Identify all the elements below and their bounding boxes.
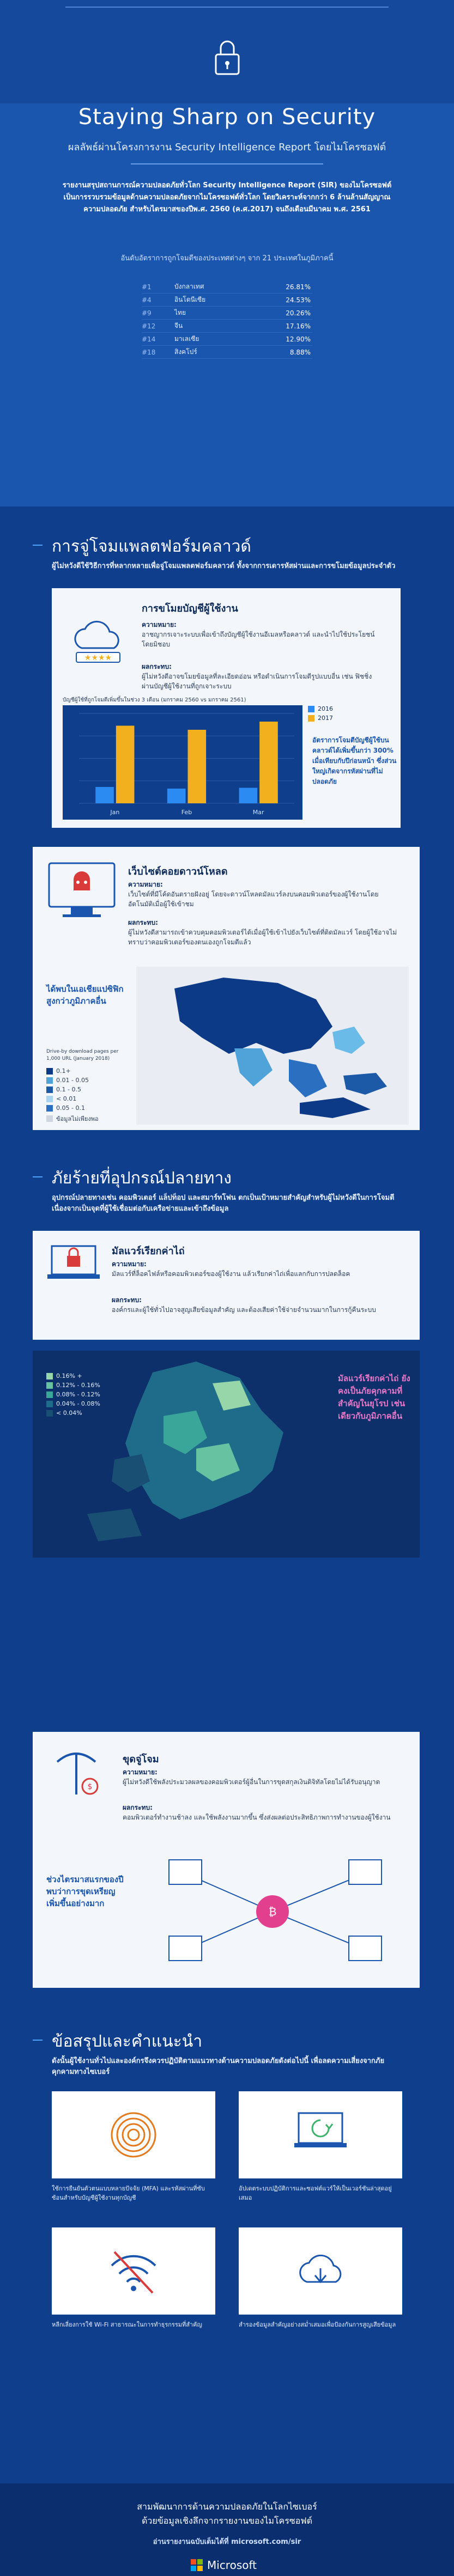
intro-text: รายงานสรุปสถานการณ์ความปลอดภัยทั่วโลก Security Intelligence Report (SIR) ของไมโครซอฟต์ เป็นการรวบรวมข้อมูลด้านความปลอดภัยจากไมโครซอฟต์ทั่วโลก โดยวิเคราะห์จากกว่า 6 ล้านล้านสัญญาณความปลอดภัย สำหรับไตรมาสของปีพ.ศ. 2560 (ค.ศ.2017) จนถึงเดือนมีนาคม พ.ศ. 2561 <box>62 181 392 213</box>
driveby-meaning-text: เว็บไซต์ที่มีโค้ดอันตรายฝังอยู่ โดยจะดาวน์โหลดมัลแวร์ลงบนคอมพิวเตอร์ของผู้ใช้งานโดยอัตโนมัติเมื่อผู้ใช้เข้าชม <box>128 890 379 908</box>
ransomware-laptop-icon <box>46 1242 101 1288</box>
legend-swatch <box>46 1077 53 1084</box>
footer-cta <box>0 2537 454 2548</box>
footer-heading <box>0 2500 454 2528</box>
svg-text:★★★★: ★★★★ <box>84 654 112 662</box>
top-divider <box>65 7 389 8</box>
cloud-meaning-text: อาชญากรเจาะระบบเพื่อเข้าถึงบัญชีผู้ใช้งานอีเมลหรือคลาวด์ และนำไปใช้ประโยชน์โดยมิชอบ <box>142 631 375 648</box>
rank-rank: #1 <box>142 283 152 291</box>
rank-row <box>142 320 312 333</box>
rank-pct: 17.16% <box>286 322 311 330</box>
rec-text-backup: สำรองข้อมูลสำคัญอย่างสม่ำเสมอเพื่อป้องกันการสูญเสียข้อมูล <box>239 2321 396 2328</box>
ransomware-impact-label: ผลกระทบ: <box>112 1296 142 1304</box>
driveby-impact-label: ผลกระทบ: <box>128 919 158 926</box>
rec-text-update: อัปเดตระบบปฏิบัติการและซอฟต์แวร์ให้เป็นเวอร์ชันล่าสุดอยู่เสมอ <box>239 2185 392 2201</box>
legend-swatch <box>308 715 314 722</box>
footer-url-link[interactable]: microsoft.com/sir <box>231 2538 301 2546</box>
coinmining-impact <box>123 1803 401 1822</box>
chart-caption: บัญชีผู้ใช้ที่ถูกโจมตีเพิ่มขึ้นในช่วง 3 เดือน (มกราคม 2560 vs มกราคม 2561) <box>63 697 246 703</box>
rank-rank: #14 <box>142 335 156 343</box>
rank-row <box>142 307 312 320</box>
legend-item <box>308 715 395 722</box>
map-legend-item <box>46 1372 123 1379</box>
malware-monitor-icon <box>46 860 117 920</box>
section-accent <box>33 545 43 546</box>
rank-row <box>142 294 312 307</box>
ransomware-meaning <box>112 1259 401 1279</box>
ransomware-callout: มัลแวร์เรียกค่าไถ่ ยังคงเป็นภัยคุกคามที่สำคัญในยุโรป เช่นเดียวกับภูมิภาคอื่น <box>338 1374 410 1421</box>
coinmining-meaning <box>123 1767 401 1787</box>
backup-cloud-icon <box>293 2244 348 2298</box>
x-tick-label: Feb <box>181 809 192 816</box>
footer-line-1: สามพัฒนาการด้านความปลอดภัยในโลกไซเบอร์ <box>137 2501 317 2512</box>
ransomware-title: มัลแวร์เรียกค่าไถ่ <box>112 1246 185 1257</box>
section-accent <box>33 2040 43 2041</box>
legend-label: 2016 <box>318 705 333 712</box>
recommendations-section <box>0 1999 454 2483</box>
ransomware-meaning-text: มัลแวร์ที่ล็อคไฟล์หรือคอมพิวเตอร์ของผู้ใช้งาน แล้วเรียกค่าไถ่เพื่อแลกกับการปลดล็อค <box>112 1270 350 1278</box>
map-legend-item <box>46 1391 123 1398</box>
driveby-section <box>0 833 454 1138</box>
driveby-panel <box>33 847 420 1130</box>
rank-country: บังกลาเทศ <box>174 283 204 290</box>
cloud-impact-text: ผู้ไม่หวังดีอาจขโมยข้อมูลที่ละเอียดอ่อน หรือดำเนินการโจมตีรูปแบบอื่น เช่น ฟิชชิ่ง ผ่านบัญชีผู้ใช้งานที่ถูกเจาะระบบ <box>142 673 372 690</box>
rank-title: อันดับอัตราการถูกโจมตีของประเทศต่างๆ จาก 21 ประเทศในภูมิภาคนี้ <box>120 254 334 263</box>
ransomware-impact-text: องค์กรและผู้ใช้ทั่วไปอาจสูญเสียข้อมูลสำคัญ และต้องเสียค่าใช้จ่ายจำนวนมากในการกู้คืนระบบ <box>112 1306 376 1314</box>
mining-pickaxe-icon <box>46 1745 106 1800</box>
map-legend-item <box>46 1400 123 1407</box>
legend-swatch <box>46 1105 53 1112</box>
legend-label: 0.05 - 0.1 <box>56 1104 85 1112</box>
map-legend-item <box>46 1067 134 1075</box>
legend-label: 0.1+ <box>56 1067 71 1075</box>
endpoint-heading: ภัยร้ายที่อุปกรณ์ปลายทาง <box>52 1169 232 1188</box>
legend-swatch <box>46 1096 53 1102</box>
coinmining-title: ขุดจู่โจม <box>123 1754 159 1765</box>
rank-pct: 26.81% <box>286 283 311 291</box>
coinmining-impact-text: คอมพิวเตอร์ทำงานช้าลง และใช้พลังงานมากขึ้น ซึ่งส่งผลต่อประสิทธิภาพการทำงานของผู้ใช้งาน <box>123 1814 391 1821</box>
mining-network-diagram <box>147 1846 403 1977</box>
chart-legend <box>308 705 395 724</box>
map-legend-item <box>46 1086 134 1093</box>
section-accent <box>33 1176 43 1177</box>
asia-map-shape <box>136 967 409 1125</box>
legend-item <box>308 705 395 712</box>
rank-country: จีน <box>174 322 183 329</box>
legend-swatch <box>46 1115 53 1122</box>
legend-label: 0.01 - 0.05 <box>56 1077 89 1084</box>
legend-swatch <box>46 1410 53 1417</box>
recs-subtext: ดังนั้นผู้ใช้งานทั่วไปและองค์กรจึงควรปฏิบัติตามแนวทางด้านความปลอดภัยดังต่อไปนี้ เพื่อลดความเสี่ยงจากภัยคุกคามทางไซเบอร์ <box>52 2057 385 2076</box>
rec-text-mfa: ใช้การยืนยันตัวตนแบบหลายปัจจัย (MFA) และรหัสผ่านที่ซับซ้อนสำหรับบัญชีผู้ใช้งานทุกบัญชี <box>52 2185 205 2201</box>
map-legend-item <box>46 1409 123 1417</box>
asia-map <box>136 967 409 1125</box>
rec-text-wifi: หลีกเลี่ยงการใช้ Wi-Fi สาธารณะในการทำธุรกรรมที่สำคัญ <box>52 2321 202 2328</box>
driveby-meaning <box>128 880 401 909</box>
map-legend-item <box>46 1077 134 1084</box>
bar-2016-Feb <box>167 789 186 803</box>
cloud-impact-label: ผลกระทบ: <box>142 663 172 670</box>
rank-rank: #9 <box>142 309 152 317</box>
microsoft-wordmark: Microsoft <box>207 2559 257 2572</box>
legend-swatch <box>46 1391 53 1398</box>
chart-area <box>63 705 302 820</box>
rank-rank: #12 <box>142 322 156 330</box>
legend-label: 0.1 - 0.5 <box>56 1086 81 1093</box>
svg-text:₿: ₿ <box>268 1905 277 1918</box>
driveby-side-note: ได้พบในเอเชียแปซิฟิกสูงกว่าภูมิภาคอื่น <box>46 984 124 1006</box>
accounts-chart <box>63 705 302 820</box>
coinmining-side-note: ช่วงไตรมาสแรกของปี พบว่าการขุดเหรียญเพิ่มขึ้นอย่างมาก <box>46 1875 124 1908</box>
bar-2017-Jan <box>116 726 135 804</box>
legend-label: < 0.04% <box>56 1409 82 1417</box>
europe-map <box>33 1351 420 1558</box>
driveby-legend-title: Drive-by download pages per 1,000 URL (January 2018) <box>46 1049 119 1061</box>
cloud-panel-title: การขโมยบัญชีผู้ใช้งาน <box>142 603 238 614</box>
rank-row <box>142 280 312 294</box>
hero-section <box>0 0 454 506</box>
rec-card-backup <box>239 2227 402 2315</box>
rank-pct: 8.88% <box>289 348 311 356</box>
rec-card-mfa <box>52 2091 215 2178</box>
legend-swatch <box>46 1373 53 1379</box>
driveby-title: เว็บไซต์คอยดาวน์โหลด <box>128 866 228 877</box>
wifi-icon <box>106 2244 161 2298</box>
legend-swatch <box>46 1068 53 1075</box>
driveby-legend <box>46 1067 134 1126</box>
legend-label: 2017 <box>318 715 333 722</box>
cloud-meaning-label: ความหมาย: <box>142 621 177 628</box>
map-legend-item <box>46 1114 134 1124</box>
update-laptop-icon <box>293 2105 348 2165</box>
map-legend-item <box>46 1095 134 1102</box>
rec-card-update <box>239 2091 402 2178</box>
microsoft-squares-icon <box>191 2559 203 2571</box>
rank-rank: #4 <box>142 296 152 304</box>
cloud-impact <box>142 662 382 691</box>
cloud-meaning <box>142 620 382 649</box>
bar-2017-Feb <box>188 730 207 803</box>
map-legend-item <box>46 1104 134 1112</box>
rank-country: ไทย <box>174 309 186 316</box>
recs-heading: ข้อสรุปและคำแนะนำ <box>52 2032 203 2051</box>
legend-label: 0.08% - 0.12% <box>56 1391 100 1398</box>
legend-swatch <box>308 706 314 712</box>
bar-2017-Mar <box>259 722 278 803</box>
footer-line-2: ด้วยข้อมูลเชิงลึกจากรายงานของไมโครซอฟต์ <box>141 2516 313 2526</box>
legend-swatch <box>46 1401 53 1407</box>
legend-swatch <box>46 1382 53 1389</box>
coinmining-meaning-text: ผู้ไม่หวังดีใช้พลังประมวลผลของคอมพิวเตอร์ผู้อื่นในการขุดสกุลเงินดิจิทัลโดยไม่ได้รับอนุญาต <box>123 1778 380 1786</box>
rank-pct: 24.53% <box>286 296 311 304</box>
driveby-meaning-label: ความหมาย: <box>128 881 163 888</box>
rank-country: สิงคโปร์ <box>174 348 197 356</box>
x-tick-label: Mar <box>252 809 264 816</box>
rank-row <box>142 333 312 346</box>
legend-label: 0.12% - 0.16% <box>56 1382 100 1389</box>
driveby-impact <box>128 918 401 947</box>
legend-label: < 0.01 <box>56 1095 77 1102</box>
rank-table <box>142 280 312 359</box>
map-legend-item <box>46 1382 123 1389</box>
cloud-subtext: ผู้ไม่หวังดีใช้วิธีการที่หลากหลายเพื่อจู่โจมแพลตฟอร์มคลาวด์ ทั้งจากการเดารหัสผ่านและการขโมยข้อมูลประจำตัว <box>52 562 396 570</box>
cloud-icon <box>68 615 128 667</box>
driveby-impact-text: ผู้ไม่หวังดีสามารถเข้าควบคุมคอมพิวเตอร์ได้เมื่อผู้ใช้เข้าไปยังเว็บไซต์ที่ติดมัลแวร์ โดยผู้ใช้อาจไม่ทราบว่าคอมพิวเตอร์ของตนเองถูกโจมตีแล้ว <box>128 929 397 946</box>
x-tick-label: Jan <box>110 809 120 816</box>
legend-label: ข้อมูลไม่เพียงพอ <box>56 1115 99 1122</box>
ransomware-meaning-label: ความหมาย: <box>112 1260 147 1268</box>
footer-cta-text: อ่านรายงานฉบับเต็มได้ที่ <box>153 2538 229 2546</box>
rank-country: มาเลเซีย <box>174 335 199 343</box>
svg-text:$: $ <box>87 1783 93 1791</box>
footer <box>0 2483 454 2576</box>
page-title: Staying Sharp on Security <box>78 105 376 130</box>
europe-legend <box>46 1372 123 1419</box>
cloud-heading: การจู่โจมแพลตฟอร์มคลาวด์ <box>52 537 251 556</box>
bar-2016-Jan <box>95 787 114 803</box>
lock-icon <box>213 38 242 76</box>
rank-row <box>142 346 312 359</box>
subtitle-divider <box>131 163 323 164</box>
page-subtitle: ผลลัพธ์ผ่านโครงการงาน Security Intelligence Report โดยไมโครซอฟต์ <box>68 142 386 153</box>
cloud-section <box>0 506 454 833</box>
coinmining-meaning-label: ความหมาย: <box>123 1768 158 1776</box>
rank-pct: 20.26% <box>286 309 311 317</box>
ransomware-impact <box>112 1295 401 1315</box>
bar-2016-Mar <box>239 788 258 804</box>
legend-swatch <box>46 1086 53 1093</box>
legend-label: 0.04% - 0.08% <box>56 1400 100 1407</box>
endpoint-section <box>0 1138 454 1710</box>
coinmining-panel <box>33 1732 420 1988</box>
microsoft-logo <box>191 2559 257 2572</box>
ransomware-panel <box>33 1231 420 1340</box>
coinmining-section <box>0 1710 454 1999</box>
coinmining-impact-label: ผลกระทบ: <box>123 1804 153 1811</box>
legend-label: 0.16% + <box>56 1372 82 1379</box>
cloud-callout: อัตราการโจมตีบัญชีผู้ใช้บนคลาวด์ได้เพิ่มขึ้นกว่า 300% เมื่อเทียบกับปีก่อนหน้า ซึ่งส่วนใหญ่เกิดจากรหัสผ่านที่ไม่ปลอดภัย <box>312 736 397 785</box>
endpoint-subtext: อุปกรณ์ปลายทางเช่น คอมพิวเตอร์ แล็ปท็อป และสมาร์ทโฟน ตกเป็นเป้าหมายสำคัญสำหรับผู้ไม่หวังดีในการโจมตี เนื่องจากเป็นจุดที่ผู้ใช้เชื่อมต่อกับเครือข่ายและเข้าถึงข้อมูล <box>52 1194 395 1213</box>
rank-country: อินโดนีเซีย <box>174 296 206 303</box>
rank-pct: 12.90% <box>286 335 311 343</box>
fingerprint-icon <box>109 2105 158 2165</box>
cloud-panel <box>52 588 401 828</box>
rank-rank: #18 <box>142 348 156 356</box>
hero-banner <box>0 0 454 103</box>
rec-card-wifi <box>52 2227 215 2315</box>
